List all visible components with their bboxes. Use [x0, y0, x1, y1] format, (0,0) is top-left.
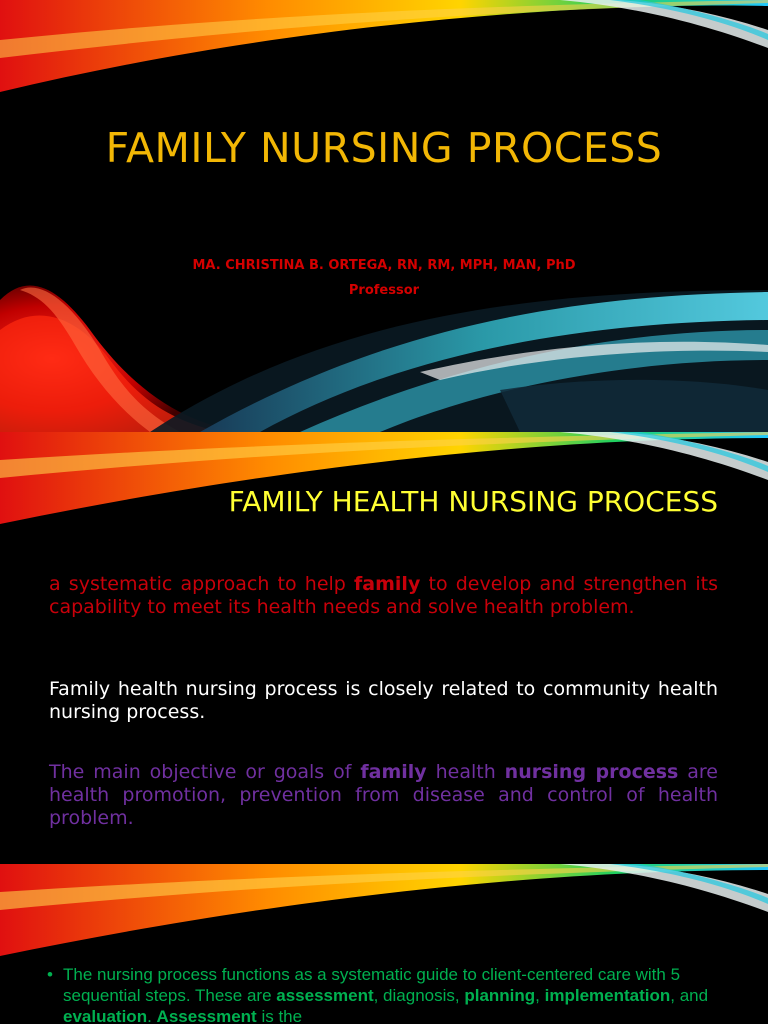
text-run: to develop and strengthen its capability to meet its health needs and solve health problem.	[49, 573, 718, 618]
text-run: ,	[535, 986, 545, 1005]
text-run: , and	[670, 986, 709, 1005]
slide-heading: FAMILY HEALTH NURSING PROCESS	[228, 485, 718, 518]
author-name: MA. CHRISTINA B. ORTEGA, RN, RM, MPH, MAN, PhD	[192, 258, 576, 273]
emphasis-text: assessment	[276, 986, 374, 1005]
slide-title	[0, 0, 768, 432]
text-run: .	[147, 1007, 157, 1024]
text-run: , diagnosis,	[373, 986, 465, 1005]
emphasis-text: nursing process	[504, 761, 679, 783]
text-run: are health promotion, prevention from disease and control of health problem.	[49, 761, 718, 829]
objective-paragraph	[49, 761, 718, 830]
emphasis-text: implementation	[544, 986, 671, 1005]
text-run: health	[426, 761, 505, 783]
relation-paragraph: Family health nursing process is closely related to community health nursing process.	[49, 678, 718, 723]
slide-title-text: FAMILY NURSING PROCESS	[105, 124, 663, 172]
emphasis-text: family	[360, 761, 427, 783]
bullet-item	[47, 964, 717, 1024]
swirl-art	[0, 0, 768, 432]
author-role: Professor	[348, 283, 420, 298]
text-run: The nursing process functions as a systematic guide to client-centered care with 5 sequential steps. These are	[63, 965, 681, 1005]
text-run: a systematic approach to help	[49, 573, 355, 595]
emphasis-text: Assessment	[156, 1007, 257, 1024]
slide-definition	[0, 432, 768, 864]
emphasis-text: evaluation	[63, 1007, 148, 1024]
bullet-list	[47, 964, 717, 1024]
text-run: The main objective or goals of	[49, 761, 361, 783]
swirl-art	[0, 864, 768, 964]
slide-nursing-process	[0, 864, 768, 1024]
emphasis-text: family	[354, 573, 421, 595]
definition-paragraph	[49, 573, 718, 619]
emphasis-text: planning	[464, 986, 536, 1005]
text-run: is the	[256, 1007, 303, 1024]
